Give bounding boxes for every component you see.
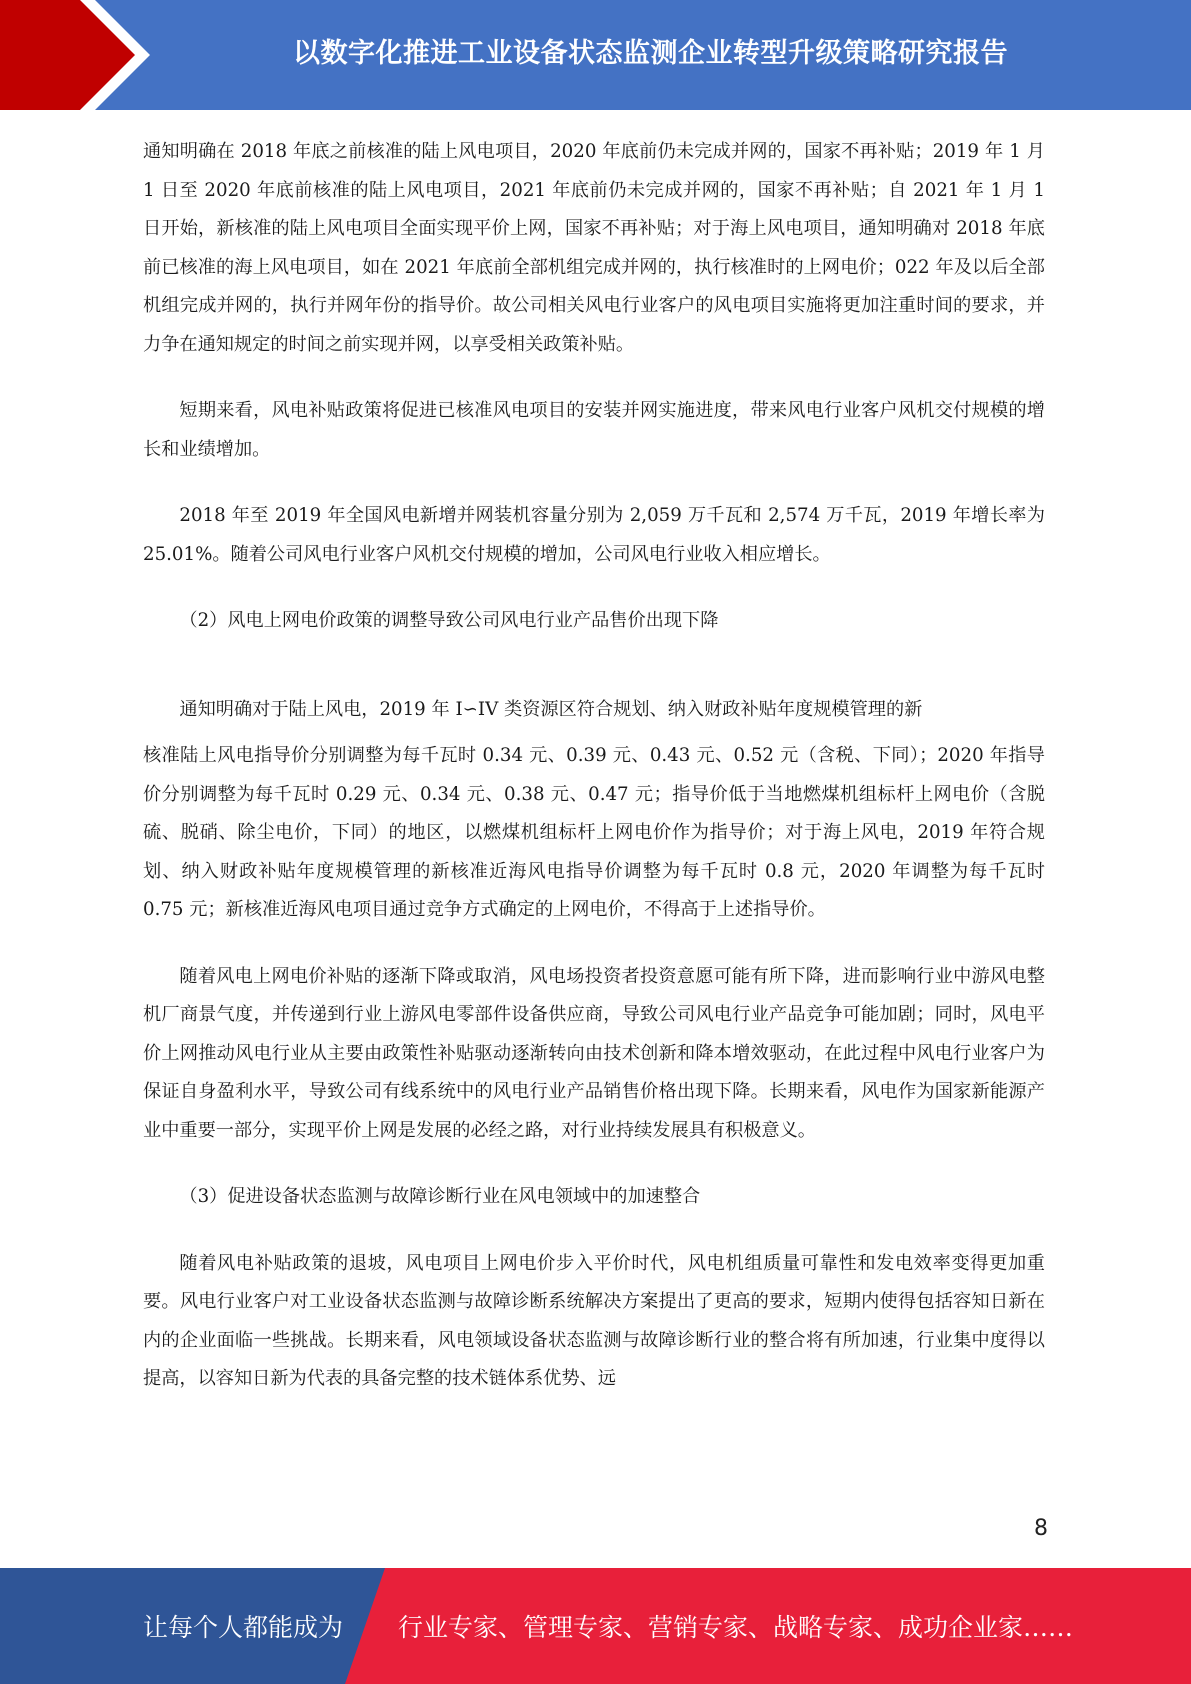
report-title: 以数字化推进工业设备状态监测企业转型升级策略研究报告 [293, 37, 1008, 69]
paragraph-onshore-price-lead: 通知明确对于陆上风电，2019 年 I∽IV 类资源区符合规划、纳入财政补贴年度规模管理的新 [179, 698, 923, 720]
footer-slogan-right: 行业专家、管理专家、营销专家、战略专家、成功企业家…… [398, 1613, 1074, 1642]
section-heading-2: （2）风电上网电价政策的调整导致公司风电行业产品售价出现下降 [179, 610, 719, 631]
paragraph-onshore-price: 核准陆上风电指导价分别调整为每千瓦时 0.34 元、0.39 元、0.43 元、0.52 元（含税、下同）；2020 年指导价分别调整为每千瓦时 0.29 元、0.34 元、0.38 元、0.47 元；指导价低于当地燃煤机组标杆上网电价（含脱硫、脱硝、除尘电价，下同）的地区，以燃煤机组标杆上网电价作为指导价；对于海上风电，2019 年符合规划、纳入财政补贴年度规模管理的新核准近海风电指导价调整为每千瓦时 0.8 元，2020 年调整为每千瓦时 0.75 元；新核准近海风电项目通过竞争方式确定的上网电价，不得高于上述指导价。 [143, 745, 1045, 920]
page-footer [0, 1568, 1191, 1684]
section-heading-3: （3）促进设备状态监测与故障诊断行业在风电领域中的加速整合 [179, 1186, 701, 1207]
page-header [0, 0, 1191, 110]
paragraph-short-term: 短期来看，风电补贴政策将促进已核准风电项目的安装并网实施进度，带来风电行业客户风机交付规模的增长和业绩增加。 [143, 400, 1045, 460]
footer-slogan-left: 让每个人都能成为 [143, 1613, 344, 1642]
document-body [143, 133, 1045, 1399]
paragraph-industry-integration: 随着风电补贴政策的退坡，风电项目上网电价步入平价时代，风电机组质量可靠性和发电效率变得更加重要。风电行业客户对工业设备状态监测与故障诊断系统解决方案提出了更高的要求，短期内使得包括容知日新在内的企业面临一些挑战。长期来看，风电领域设备状态监测与故障诊断行业的整合将有所加速，行业集中度得以提高，以容知日新为代表的具备完整的技术链体系优势、远 [143, 1252, 1045, 1389]
paragraph-capacity-growth: 2018 年至 2019 年全国风电新增并网装机容量分别为 2,059 万千瓦和 2,574 万千瓦，2019 年增长率为 25.01%。随着公司风电行业客户风机交付规模的增加，公司风电行业收入相应增长。 [143, 505, 1045, 565]
page-number: 8 [1034, 1516, 1048, 1541]
paragraph-price-impact: 随着风电上网电价补贴的逐渐下降或取消，风电场投资者投资意愿可能有所下降，进而影响行业中游风电整机厂商景气度，并传递到行业上游风电零部件设备供应商，导致公司风电行业产品竞争可能加剧；同时，风电平价上网推动风电行业从主要由政策性补贴驱动逐渐转向由技术创新和降本增效驱动，在此过程中风电行业客户为保证自身盈利水平，导致公司有线系统中的风电行业产品销售价格出现下降。长期来看，风电作为国家新能源产业中重要一部分，实现平价上网是发展的必经之路，对行业持续发展具有积极意义。 [143, 965, 1045, 1141]
paragraph-subsidy-notice: 通知明确在 2018 年底之前核准的陆上风电项目，2020 年底前仍未完成并网的，国家不再补贴；2019 年 1 月 1 日至 2020 年底前核准的陆上风电项目，2021 年底前仍未完成并网的，国家不再补贴；自 2021 年 1 月 1 日开始，新核准的陆上风电项目全面实现平价上网，国家不再补贴；对于海上风电项目，通知明确对 2018 年底前已核准的海上风电项目，如在 2021 年底前全部机组完成并网的，执行核准时的上网电价；022 年及以后全部机组完成并网的，执行并网年份的指导价。故公司相关风电行业客户的风电项目实施将更加注重时间的要求，并力争在通知规定的时间之前实现并网，以享受相关政策补贴。 [143, 141, 1045, 355]
